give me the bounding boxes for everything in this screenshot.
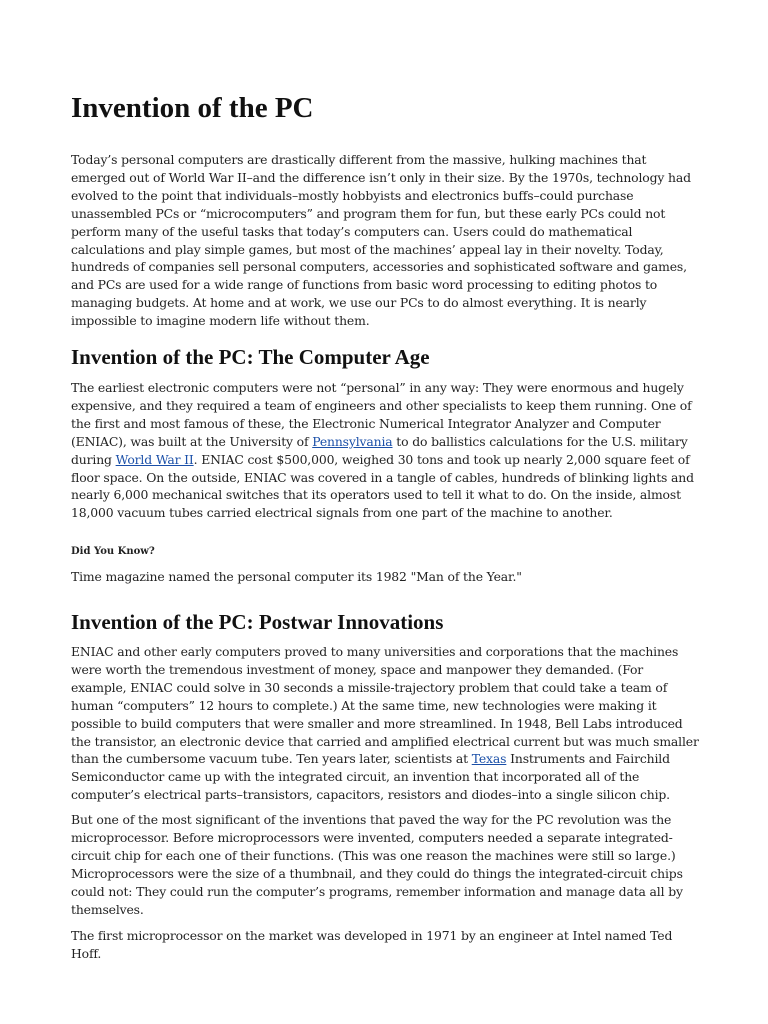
section-heading-postwar-innovations: Invention of the PC: Postwar Innovations	[71, 610, 444, 634]
text-run: Instruments and Fairchild Semiconductor came up with the integrated circuit, an invention that incorporated all of the computer’s electrical parts–transistors, capacitors, resistors and diodes–into a single silicon chip.	[71, 751, 670, 803]
postwar-paragraph-2: But one of the most significant of the inventions that paved the way for the PC revolution was the microprocessor. Before microprocessors were invented, computers needed a separate integrated-circuit chip for each one of their functions. (This was one reason the machines were still so large.) Microprocessors were the size of a thumbnail, and they could do things the integrated-circuit chips could not: They could run the computer’s programs, remember information and manage data all by themselves.	[71, 812, 683, 917]
text-run: ENIAC and other early computers proved to many universities and corporations that the machines were worth the tremendous investment of money, space and manpower they demanded. (For example, ENIAC could solve in 30 seconds a missile-trajectory problem that could take a team of human “computers” 12 hours to complete.) At the same time, new technologies were making it possible to build computers that were smaller and more streamlined. In 1948, Bell Labs introduced the transistor, an electronic device that carried and amplified electrical current but was much smaller than the cumbersome vacuum tube. Ten years later, scientists at	[71, 644, 699, 767]
postwar-paragraph-3: The first microprocessor on the market was developed in 1971 by an engineer at Intel named Ted Hoff.	[71, 928, 673, 961]
text-run: The earliest electronic computers were not “personal” in any way: They were enormous and hugely expensive, and they required a team of engineers and other specialists to keep them running. One of the first and most famous of these, the Electronic Numerical Integrator Analyzer and Computer (ENIAC), was built at the University of	[71, 380, 692, 449]
section-heading-computer-age: Invention of the PC: The Computer Age	[71, 345, 430, 369]
intro-paragraph: Today’s personal computers are drastically different from the massive, hulking machines that emerged out of World War II–and the difference isn’t only in their size. By the 1970s, technology had evolved to the point that individuals–mostly hobbyists and electronics buffs–could purchase unassembled PCs or “microcomputers” and program them for fun, but these early PCs could not perform many of the useful tasks that today’s computers can. Users could do mathematical calculations and play simple games, but most of the machines’ appeal lay in their novelty. Today, hundreds of companies sell personal computers, accessories and sophisticated software and games, and PCs are used for a wide range of functions from basic word processing to editing photos to managing budgets. At home and at work, we use our PCs to do almost everything. It is nearly impossible to imagine modern life without them.	[71, 152, 691, 329]
postwar-paragraph-1	[71, 643, 699, 804]
computer-age-paragraph	[71, 379, 699, 522]
texas-link[interactable]: Texas	[471, 751, 507, 767]
pennsylvania-link[interactable]: Pennsylvania	[312, 433, 393, 449]
text-run: to do ballistics calculations for the U.S. military during	[71, 433, 688, 467]
did-you-know-label: Did You Know?	[71, 546, 155, 557]
text-run: . ENIAC cost $500,000, weighed 30 tons and took up nearly 2,000 square feet of floor space. On the outside, ENIAC was covered in a tangle of cables, hundreds of blinking lights and nearly 6,000 mechanical switches that its operators used to tell it what to do. On the inside, almost 18,000 vacuum tubes carried electrical signals from one part of the machine to another.	[71, 451, 694, 521]
did-you-know-text: Time magazine named the personal computer its 1982 "Man of the Year."	[71, 569, 522, 584]
world-war-ii-link[interactable]: World War II	[115, 451, 194, 467]
page-title: Invention of the PC	[71, 92, 314, 124]
